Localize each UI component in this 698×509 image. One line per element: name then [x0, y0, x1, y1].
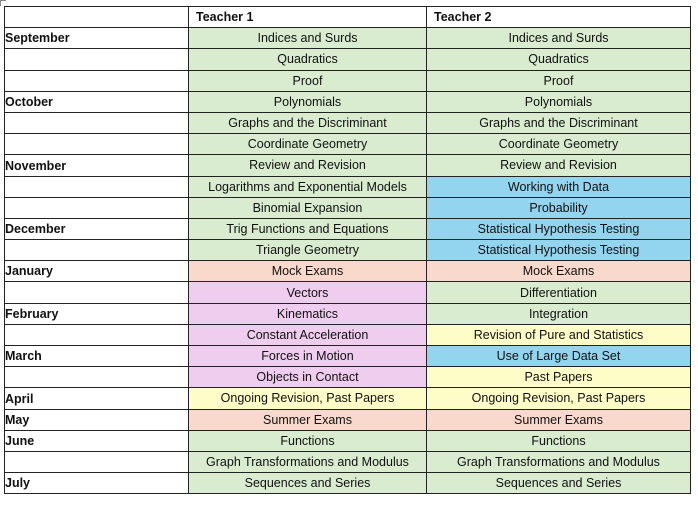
teacher1-topic-cell[interactable]: Objects in Contact: [189, 367, 427, 388]
teacher1-topic-cell[interactable]: Triangle Geometry: [189, 240, 427, 261]
table-row: [5, 70, 691, 91]
table-row: [5, 346, 691, 367]
month-cell[interactable]: July: [5, 473, 189, 494]
teacher1-topic-cell[interactable]: Summer Exams: [189, 409, 427, 430]
teacher1-column-header[interactable]: Teacher 1: [189, 7, 427, 28]
teacher1-topic-cell[interactable]: Trig Functions and Equations: [189, 218, 427, 239]
month-cell[interactable]: September: [5, 28, 189, 49]
teacher1-topic-cell[interactable]: Polynomials: [189, 91, 427, 112]
month-cell[interactable]: [5, 240, 189, 261]
table-row: [5, 218, 691, 239]
table-row: [5, 409, 691, 430]
scheme-of-work-table: [4, 6, 691, 494]
teacher2-topic-cell[interactable]: Use of Large Data Set: [427, 346, 691, 367]
month-cell[interactable]: [5, 197, 189, 218]
table-row: [5, 176, 691, 197]
teacher2-topic-cell[interactable]: Summer Exams: [427, 409, 691, 430]
teacher2-topic-cell[interactable]: Working with Data: [427, 176, 691, 197]
month-cell[interactable]: [5, 324, 189, 345]
teacher1-topic-cell[interactable]: Coordinate Geometry: [189, 134, 427, 155]
table-row: [5, 28, 691, 49]
month-cell[interactable]: February: [5, 303, 189, 324]
teacher1-topic-cell[interactable]: Binomial Expansion: [189, 197, 427, 218]
table-row: [5, 112, 691, 133]
table-row: [5, 134, 691, 155]
table-row: [5, 155, 691, 176]
table-row: [5, 303, 691, 324]
table-row: [5, 388, 691, 409]
table-row: [5, 197, 691, 218]
teacher2-topic-cell[interactable]: Graphs and the Discriminant: [427, 112, 691, 133]
teacher2-topic-cell[interactable]: Indices and Surds: [427, 28, 691, 49]
month-cell[interactable]: May: [5, 409, 189, 430]
teacher1-topic-cell[interactable]: Constant Acceleration: [189, 324, 427, 345]
teacher2-topic-cell[interactable]: Sequences and Series: [427, 473, 691, 494]
teacher2-topic-cell[interactable]: Polynomials: [427, 91, 691, 112]
teacher1-topic-cell[interactable]: Vectors: [189, 282, 427, 303]
teacher1-topic-cell[interactable]: Proof: [189, 70, 427, 91]
month-cell[interactable]: June: [5, 430, 189, 451]
teacher1-topic-cell[interactable]: Indices and Surds: [189, 28, 427, 49]
table-row: [5, 473, 691, 494]
teacher2-topic-cell[interactable]: Coordinate Geometry: [427, 134, 691, 155]
month-cell[interactable]: November: [5, 155, 189, 176]
teacher1-topic-cell[interactable]: Logarithms and Exponential Models: [189, 176, 427, 197]
teacher2-topic-cell[interactable]: Past Papers: [427, 367, 691, 388]
teacher2-topic-cell[interactable]: Mock Exams: [427, 261, 691, 282]
teacher1-topic-cell[interactable]: Graphs and the Discriminant: [189, 112, 427, 133]
month-cell[interactable]: October: [5, 91, 189, 112]
month-cell[interactable]: January: [5, 261, 189, 282]
teacher1-topic-cell[interactable]: Kinematics: [189, 303, 427, 324]
teacher1-topic-cell[interactable]: Graph Transformations and Modulus: [189, 451, 427, 472]
month-cell[interactable]: [5, 134, 189, 155]
teacher2-topic-cell[interactable]: Ongoing Revision, Past Papers: [427, 388, 691, 409]
table-row: [5, 240, 691, 261]
month-cell[interactable]: April: [5, 388, 189, 409]
month-cell[interactable]: [5, 451, 189, 472]
month-cell[interactable]: [5, 49, 189, 70]
teacher2-topic-cell[interactable]: Functions: [427, 430, 691, 451]
month-cell[interactable]: [5, 112, 189, 133]
teacher2-topic-cell[interactable]: Statistical Hypothesis Testing: [427, 218, 691, 239]
table-row: [5, 261, 691, 282]
month-cell[interactable]: [5, 176, 189, 197]
teacher2-topic-cell[interactable]: Probability: [427, 197, 691, 218]
teacher1-topic-cell[interactable]: Functions: [189, 430, 427, 451]
table-row: [5, 430, 691, 451]
table-row: [5, 91, 691, 112]
month-cell[interactable]: [5, 70, 189, 91]
month-column-header[interactable]: [5, 7, 189, 28]
table-row: [5, 49, 691, 70]
teacher1-topic-cell[interactable]: Quadratics: [189, 49, 427, 70]
table-row: [5, 367, 691, 388]
teacher1-topic-cell[interactable]: Sequences and Series: [189, 473, 427, 494]
teacher1-topic-cell[interactable]: Review and Revision: [189, 155, 427, 176]
teacher1-topic-cell[interactable]: Mock Exams: [189, 261, 427, 282]
month-cell[interactable]: March: [5, 346, 189, 367]
teacher2-topic-cell[interactable]: Graph Transformations and Modulus: [427, 451, 691, 472]
header-row: [5, 7, 691, 28]
table-row: [5, 451, 691, 472]
teacher2-topic-cell[interactable]: Statistical Hypothesis Testing: [427, 240, 691, 261]
month-cell[interactable]: [5, 282, 189, 303]
teacher1-topic-cell[interactable]: Ongoing Revision, Past Papers: [189, 388, 427, 409]
teacher1-topic-cell[interactable]: Forces in Motion: [189, 346, 427, 367]
month-cell[interactable]: December: [5, 218, 189, 239]
teacher2-topic-cell[interactable]: Review and Revision: [427, 155, 691, 176]
teacher2-column-header[interactable]: Teacher 2: [427, 7, 691, 28]
teacher2-topic-cell[interactable]: Revision of Pure and Statistics: [427, 324, 691, 345]
table-row: [5, 282, 691, 303]
table-row: [5, 324, 691, 345]
month-cell[interactable]: [5, 367, 189, 388]
teacher2-topic-cell[interactable]: Integration: [427, 303, 691, 324]
teacher2-topic-cell[interactable]: Differentiation: [427, 282, 691, 303]
teacher2-topic-cell[interactable]: Quadratics: [427, 49, 691, 70]
teacher2-topic-cell[interactable]: Proof: [427, 70, 691, 91]
